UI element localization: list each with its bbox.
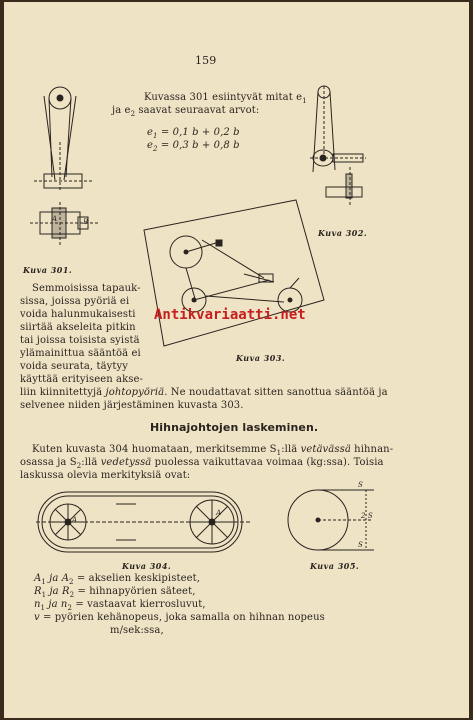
figure-304-label-a2: A — [216, 509, 222, 517]
para2-line-1: Kuten kuvasta 304 huomataan, merkitsemme $S_1:llä$ vetävässä hihnan- — [32, 444, 394, 457]
left-para-line-4: siirtää akseleita pitkin — [20, 322, 136, 333]
figure-301-caption: Kuva 301. — [23, 265, 73, 275]
left-para-line-7: voida seurata, täytyy — [20, 361, 129, 372]
figure-304-drawing — [26, 486, 256, 558]
definition-n: $n_1$ ja $n_2$ = vastaavat kierrosluvut, — [34, 599, 206, 612]
formula-e1: $e_1 = 0,1$ b + 0,2 b — [147, 127, 240, 140]
left-para-line-2: sissa, joissa pyöriä ei — [20, 296, 130, 307]
figure-301-drawing — [30, 82, 110, 257]
figure-305-label-mid: 2 S — [361, 512, 373, 520]
figure-305-label-s2: S — [358, 541, 363, 549]
para2-line-2: osassa ja $S_2:llä$ vedetyssä puolessa vaikuttavaa voimaa (kg:ssa). Toisia — [20, 457, 384, 470]
left-para-line-5: tai joissa toisista syistä — [20, 335, 140, 346]
figure-303-drawing — [144, 200, 334, 350]
left-para-line-6: ylämainittua sääntöä ei — [20, 348, 141, 359]
watermark: Antikvariaatti.net — [154, 307, 306, 323]
left-para-line-3: voida halunmukaisesti — [20, 309, 136, 320]
formula-e2: $e_2 = 0,3$ b + 0,8 b — [147, 140, 240, 153]
book-page — [4, 2, 469, 718]
left-para-line-1: Semmoisissa tapauk- — [32, 283, 141, 294]
figure-304-caption: Kuva 304. — [122, 561, 172, 571]
figure-303-caption: Kuva 303. — [236, 353, 286, 363]
figure-305-label-s1: S — [358, 481, 363, 489]
wide-line-1: liin kiinnitettyjä johtopyöriä. Ne noudattavat sitten sanottua sääntöä ja — [20, 387, 388, 398]
figure-301-label-a: A — [52, 215, 58, 223]
definition-v: v = pyörien kehänopeus, joka samalla on hihnan nopeus — [34, 612, 325, 623]
definition-r: $R_1$ ja $R_2$ = hihnapyörien säteet, — [34, 586, 196, 599]
figure-304-label-a1: A — [72, 516, 78, 524]
definition-a: $A_1$ ja $A_2$ = akselien keskipisteet, — [34, 573, 201, 586]
left-para-line-8: käyttää erityiseen akse- — [20, 374, 144, 385]
figure-302-caption: Kuva 302. — [318, 228, 368, 238]
intro-line-2: ja $e_2$ saavat seuraavat arvot: — [112, 105, 260, 118]
para2-line-3: laskussa olevia merkityksiä ovat: — [20, 470, 191, 481]
page-number: 159 — [195, 54, 217, 67]
section-heading: Hihnajohtojen laskeminen. — [150, 421, 319, 434]
definition-continuation: m/sek:ssa, — [110, 625, 164, 636]
figure-301-label-b: B — [83, 218, 89, 226]
intro-line-1: Kuvassa 301 esiintyvät mitat $e_1$ — [144, 92, 307, 105]
wide-line-2: selvenee niiden järjestäminen kuvasta 303. — [20, 400, 244, 411]
figure-305-caption: Kuva 305. — [310, 561, 360, 571]
